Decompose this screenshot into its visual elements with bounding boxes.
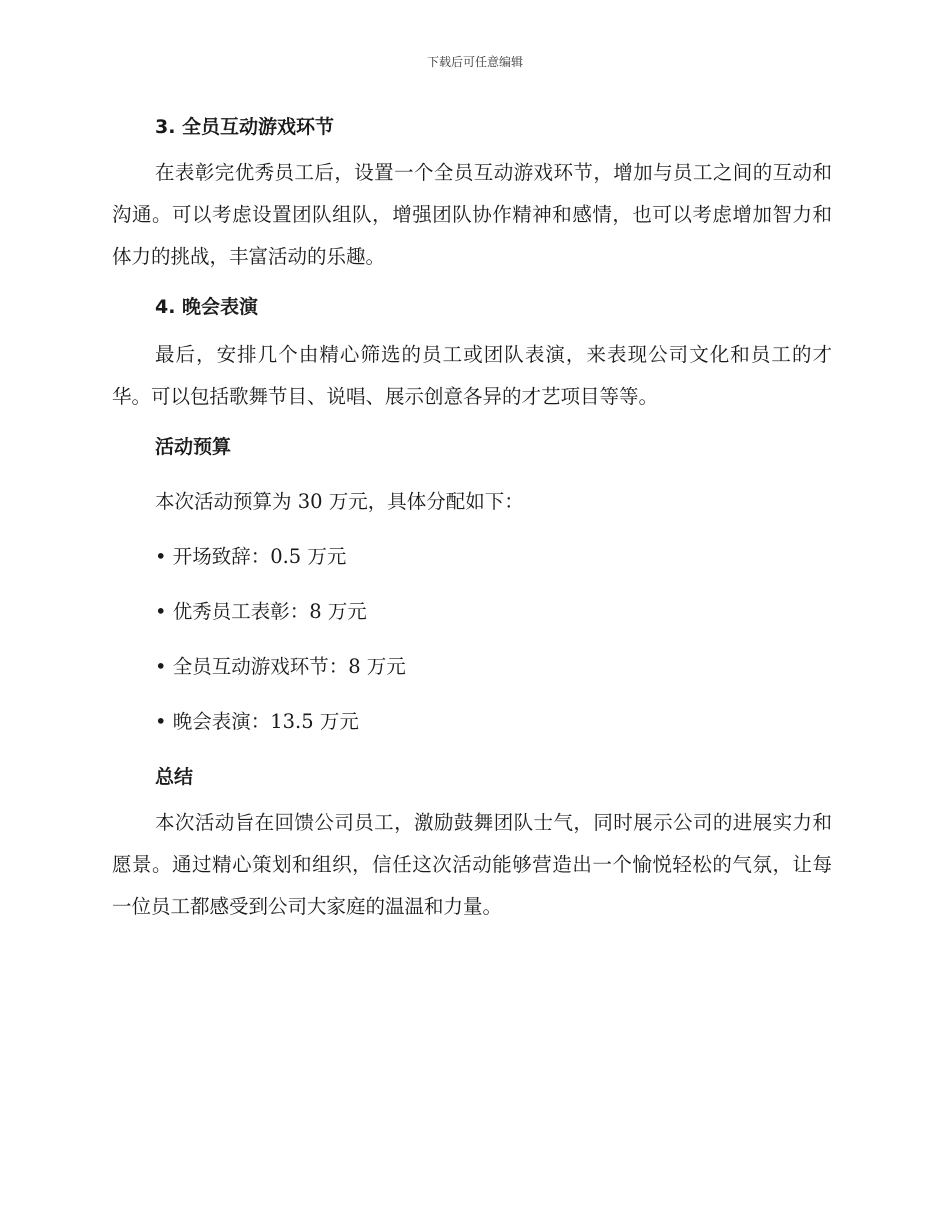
document-body — [112, 112, 832, 928]
budget-intro: 本次活动预算为 30 万元，具体分配如下： — [155, 490, 524, 513]
budget-item: • 晚会表演：13.5 万元 — [155, 710, 359, 733]
summary-paragraph: 本次活动旨在回馈公司员工，激励鼓舞团队士气，同时展示公司的进展实力和愿景。通过精心策划和组织，信任这次活动能够营造出一个愉悦轻松的气氛，让每一位员工都感受到公司大家庭的温温和力量。 — [112, 811, 832, 918]
budget-item: • 全员互动游戏环节：8 万元 — [155, 655, 406, 678]
budget-item: • 优秀员工表彰：8 万元 — [155, 600, 367, 623]
budget-item: • 开场致辞：0.5 万元 — [155, 545, 347, 568]
budget-title: 活动预算 — [155, 436, 232, 458]
page-header-note: 下载后可任意编辑 — [426, 55, 523, 69]
section-3-title: 3. 全员互动游戏环节 — [155, 116, 335, 138]
summary-title: 总结 — [155, 766, 194, 788]
section-3-paragraph: 在表彰完优秀员工后，设置一个全员互动游戏环节，增加与员工之间的互动和沟通。可以考虑设置团队组队，增强团队协作精神和感情，也可以考虑增加智力和体力的挑战，丰富活动的乐趣。 — [112, 161, 832, 268]
section-4-paragraph: 最后，安排几个由精心筛选的员工或团队表演，来表现公司文化和员工的才华。可以包括歌舞节目、说唱、展示创意各异的才艺项目等等。 — [112, 343, 832, 408]
section-4-title: 4. 晚会表演 — [155, 296, 259, 318]
